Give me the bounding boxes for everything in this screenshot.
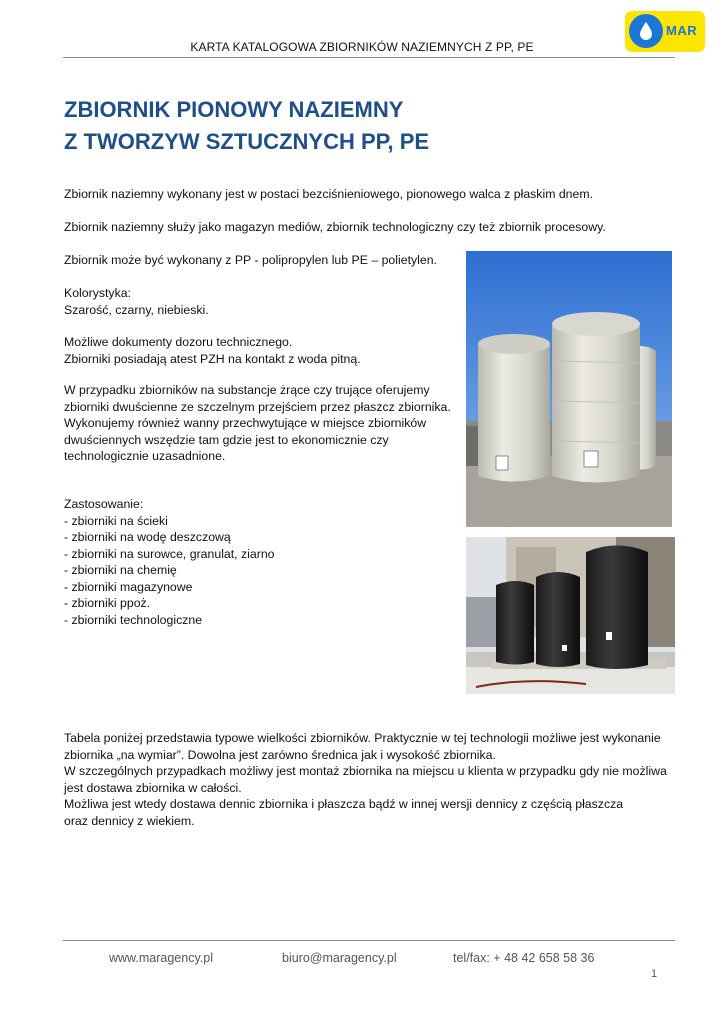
double-wall-line: technologicznie uzasadnione. bbox=[64, 449, 226, 463]
colors-heading: Kolorystyka: bbox=[64, 286, 131, 300]
double-wall-line: zbiorniki dwuścienne ze szczelnym przejściem przez płaszcz zbiornika. bbox=[64, 399, 451, 414]
table-note-line: Możliwa jest wtedy dostawa dennic zbiornika i płaszcza bądź w innej wersji dennicy z częścią płaszcza bbox=[64, 797, 624, 811]
applications-item: - zbiorniki ppoż. bbox=[64, 596, 151, 610]
applications-item: - zbiorniki na surowce, granulat, ziarno bbox=[64, 546, 275, 561]
applications-item: - zbiorniki magazynowe bbox=[64, 579, 193, 594]
applications-heading: Zastosowanie: bbox=[64, 497, 144, 511]
table-note-line: jest dostawa zbiornika w całości. bbox=[64, 780, 242, 795]
header-divider bbox=[63, 57, 675, 58]
page-number: 1 bbox=[651, 968, 658, 980]
applications-item: - zbiorniki na ścieki bbox=[64, 513, 168, 528]
company-logo bbox=[625, 11, 705, 52]
applications-block bbox=[64, 496, 275, 628]
colors-block bbox=[64, 285, 209, 318]
page-title-line-2: Z TWORZYW SZTUCZNYCH PP, PE bbox=[64, 129, 430, 154]
intro-paragraph-2: Zbiornik naziemny służy jako magazyn mediów, zbiornik technologiczny czy też zbiornik procesowy. bbox=[64, 220, 606, 234]
water-drop-icon bbox=[638, 21, 654, 41]
page-title bbox=[64, 94, 429, 158]
black-tanks-photo bbox=[466, 537, 675, 694]
double-wall-line: dwuściennych wszędzie tam gdzie jest to ekonomicznie czy bbox=[64, 432, 389, 447]
documents-line-1: Możliwe dokumenty dozoru technicznego. bbox=[64, 335, 293, 349]
colors-values: Szarość, czarny, niebieski. bbox=[64, 302, 209, 317]
footer-website-link[interactable]: www.maragency.pl bbox=[109, 951, 213, 965]
applications-item: - zbiorniki na wodę deszczową bbox=[64, 530, 231, 544]
applications-item: - zbiorniki na chemię bbox=[64, 563, 177, 577]
documents-line-2: Zbiorniki posiadają atest PZH na kontakt z woda pitną. bbox=[64, 351, 361, 366]
documents-block bbox=[64, 334, 361, 367]
double-wall-paragraph bbox=[64, 382, 451, 465]
footer-phone: tel/fax: + 48 42 658 58 36 bbox=[453, 951, 595, 965]
footer-email-link[interactable]: biuro@maragency.pl bbox=[282, 951, 397, 965]
grey-tanks-photo bbox=[466, 251, 672, 527]
document-header-title: KARTA KATALOGOWA ZBIORNIKÓW NAZIEMNYCH Z PP, PE bbox=[190, 40, 534, 54]
table-note-line: Tabela poniżej przedstawia typowe wielkości zbiorników. Praktycznie w tej technologii możliwe jest wykonanie bbox=[64, 731, 661, 745]
logo-text: MAR bbox=[666, 23, 698, 38]
intro-paragraph-1: Zbiornik naziemny wykonany jest w postaci bezciśnieniowego, pionowego walca z płaskim dnem. bbox=[64, 187, 594, 201]
table-note-paragraph bbox=[64, 730, 667, 829]
double-wall-line: Wykonujemy również wanny przechwytujące w miejsce zbiorników bbox=[64, 416, 427, 430]
table-note-line: oraz dennicy z wiekiem. bbox=[64, 813, 195, 828]
applications-item: - zbiorniki technologiczne bbox=[64, 612, 203, 627]
table-note-line: W szczególnych przypadkach możliwy jest montaż zbiornika na miejscu u klienta w przypadku gdy nie możliwa bbox=[64, 764, 667, 778]
double-wall-line: W przypadku zbiorników na substancje żrące czy trujące oferujemy bbox=[64, 383, 430, 397]
footer-divider bbox=[63, 940, 675, 941]
page-title-line-1: ZBIORNIK PIONOWY NAZIEMNY bbox=[64, 97, 404, 122]
table-note-line: zbiornika „na wymiar”. Dowolna jest zarówno średnica jak i wysokość zbiornika. bbox=[64, 747, 496, 762]
intro-paragraph-3: Zbiornik może być wykonany z PP - polipropylen lub PE – polietylen. bbox=[64, 253, 437, 267]
